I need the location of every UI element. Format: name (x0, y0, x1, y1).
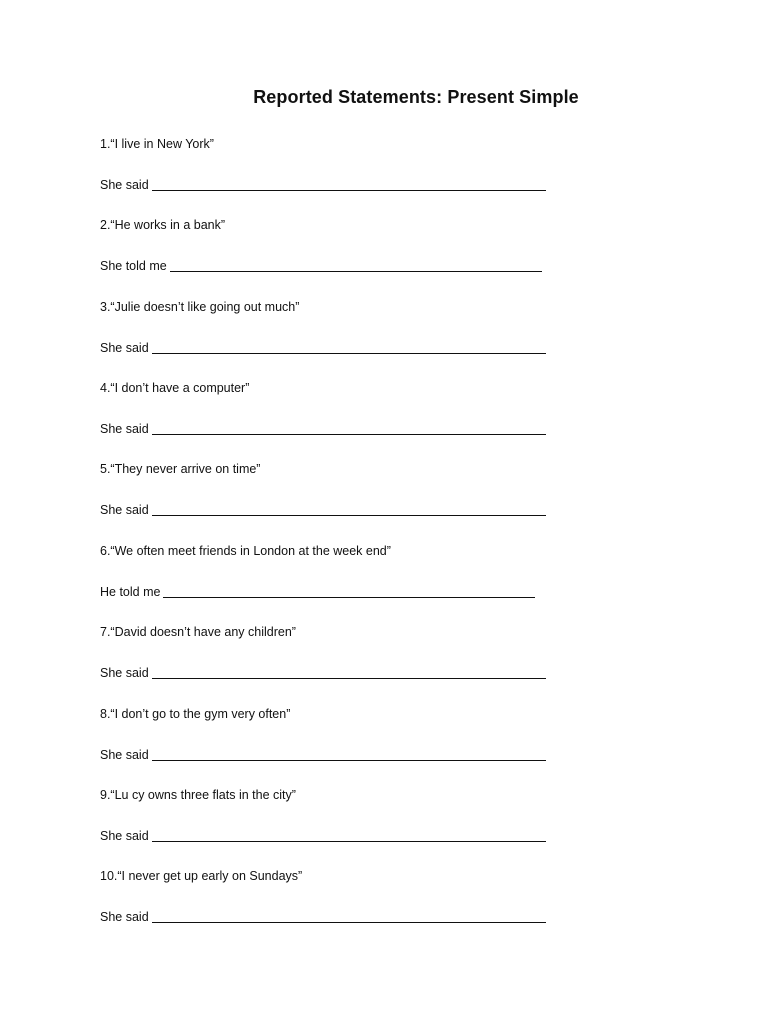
answer-blank[interactable] (152, 503, 546, 516)
answer-blank[interactable] (152, 829, 546, 842)
answer-lead: She said (100, 503, 149, 517)
answer-blank[interactable] (152, 666, 546, 679)
answer-row (100, 176, 546, 194)
exercise-prompt: 7.“David doesn’t have any children” (100, 625, 296, 639)
answer-lead: She said (100, 829, 149, 843)
answer-row (100, 583, 535, 601)
answer-lead: She said (100, 910, 149, 924)
exercise-prompt: 3.“Julie doesn’t like going out much” (100, 300, 300, 314)
answer-row (100, 827, 546, 845)
exercise-prompt: 9.“Lu cy owns three flats in the city” (100, 788, 296, 802)
answer-row (100, 501, 546, 519)
exercise-prompt: 10.“I never get up early on Sundays” (100, 869, 303, 883)
answer-lead: She said (100, 341, 149, 355)
exercise-prompt: 5.“They never arrive on time” (100, 462, 261, 476)
answer-lead: She said (100, 666, 149, 680)
answer-lead: She said (100, 422, 149, 436)
answer-row (100, 908, 546, 926)
answer-row (100, 257, 542, 275)
answer-row (100, 420, 546, 438)
answer-blank[interactable] (152, 748, 546, 761)
answer-lead: He told me (100, 585, 161, 599)
answer-lead: She said (100, 178, 149, 192)
answer-blank[interactable] (163, 585, 535, 598)
exercise-prompt: 1.“I live in New York” (100, 137, 214, 151)
answer-row (100, 339, 546, 357)
answer-lead: She told me (100, 259, 167, 273)
answer-row (100, 664, 546, 682)
answer-blank[interactable] (152, 910, 546, 923)
page-title: Reported Statements: Present Simple (253, 87, 579, 107)
answer-blank[interactable] (152, 178, 546, 191)
answer-blank[interactable] (152, 341, 546, 354)
exercise-prompt: 8.“I don’t go to the gym very often” (100, 707, 291, 721)
answer-lead: She said (100, 748, 149, 762)
exercise-prompt: 2.“He works in a bank” (100, 218, 226, 232)
exercise-prompt: 6.“We often meet friends in London at the week end” (100, 544, 391, 558)
exercise-prompt: 4.“I don’t have a computer” (100, 381, 250, 395)
answer-blank[interactable] (170, 259, 542, 272)
answer-blank[interactable] (152, 422, 546, 435)
answer-row (100, 746, 546, 764)
